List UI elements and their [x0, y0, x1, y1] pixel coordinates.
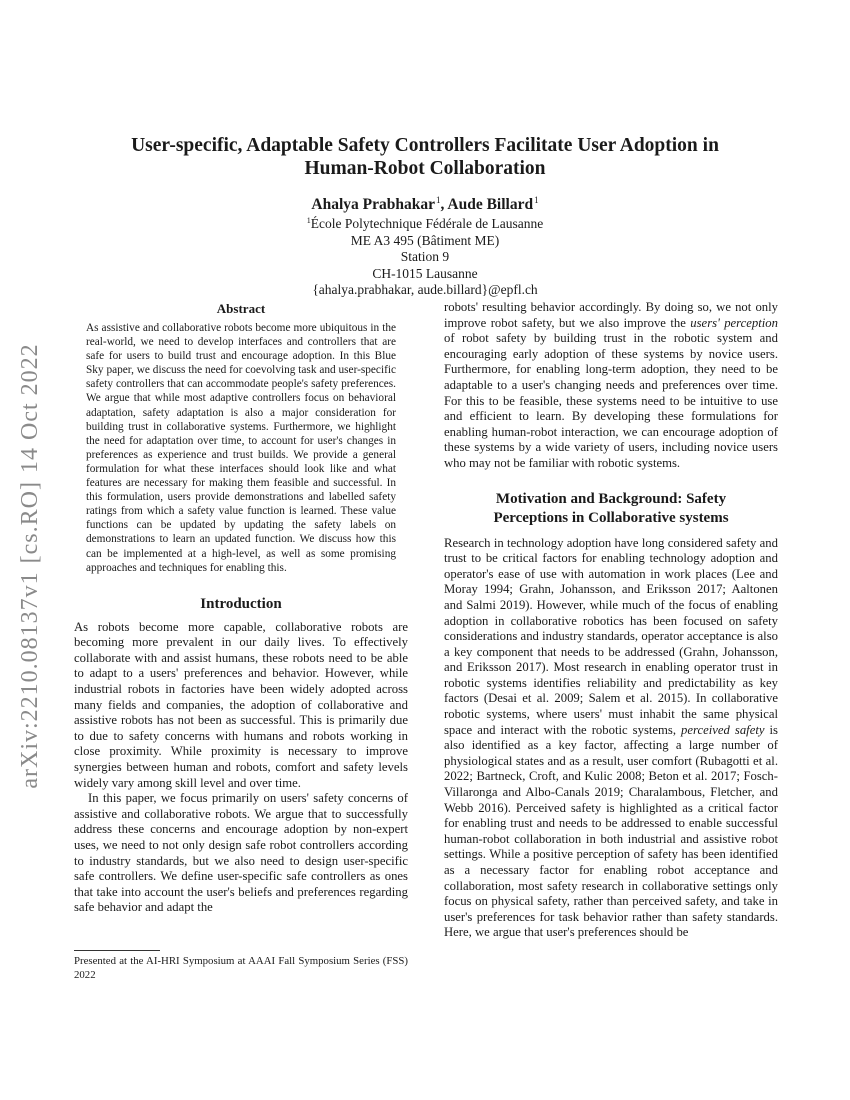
footnote: Presented at the AI-HRI Symposium at AAAI Fall Symposium Series (FSS) 2022: [74, 955, 408, 981]
affiliation-block: [100, 213, 750, 299]
affiliation-email: {ahalya.prabhakar, aude.billard}@epfl.ch: [312, 282, 538, 297]
affiliation-mark: 1: [306, 216, 311, 225]
author-name: Ahalya Prabhakar: [311, 196, 435, 213]
author-affiliation-mark: 1: [435, 195, 441, 205]
paper-title: User-specific, Adaptable Safety Controllers Facilitate User Adoption in Human-Robot Collaboration: [131, 135, 719, 179]
arxiv-id: arXiv:2210.08137v1: [16, 571, 43, 789]
author-list: [100, 190, 750, 215]
motivation-heading-line: Perceptions in Collaborative systems: [493, 509, 729, 526]
right-column: [444, 300, 778, 941]
introduction-heading: Introduction: [200, 595, 282, 612]
affiliation-line: CH-1015 Lausanne: [372, 265, 478, 281]
emphasis-text: perceived safety: [681, 722, 765, 737]
abstract-heading: Abstract: [216, 301, 266, 316]
arxiv-date: 14 Oct 2022: [16, 343, 43, 474]
author-affiliation-mark: 1: [534, 195, 539, 205]
motivation-paragraph: [444, 536, 778, 941]
affiliation-institution: École Polytechnique Fédérale de Lausanne: [310, 216, 544, 231]
affiliation-line: Station 9: [400, 249, 450, 264]
affiliation-line: ME A3 495 (Bâtiment ME): [350, 232, 500, 248]
arxiv-category: [cs.RO]: [16, 481, 43, 564]
introduction-paragraph: As robots become more capable, collaborative robots are becoming more prevalent in our daily lives. To effectively collaborate with and assist humans, these robots need to be able to adapt to a users' preferences and behavior. However, while industrial robots in factories have been widely adopted across many fields and companies, the adoption of collaborative and assistive robots has not been as successful. This is primarily due to due to safety concerns with humans and robots working in close proximity. While proximity is necessary to improve synergies between human and robots, comfort and safety levels widely vary among skill level and over time.: [74, 619, 408, 790]
author-name: Aude Billard: [447, 196, 534, 213]
author-separator: ,: [440, 196, 448, 213]
footnote-divider: [74, 950, 160, 951]
abstract-text: As assistive and collaborative robots become more ubiquitous in the real-world, we need to develop interfaces and controllers that are safe for users to build trust and encourage adoption. In this Blue Sky paper, we discuss the need for coevolving task and user-specific safety controllers that can accommodate people's safety preferences. We argue that while most adaptive controllers focus on behavioral adaptation, safety adaptation is also a major consideration for building trust in collaborative systems. Furthermore, we highlight the need for adaptation over time, to account for user's changes in preferences as experience and trust builds. We provide a general formulation for what these interfaces should look like and what features are necessary for making them feasible and successful. In this formulation, users provide demonstrations and labelled safety ratings from which a safety value function is learned. These value functions can be updated by updating the safety labels on demonstrations to learn an updated function. We discuss how this can be implemented at a high-level, as well as some promising approaches and techniques for enabling this.: [86, 322, 396, 574]
left-column: [74, 300, 408, 916]
text-run: is also identified as a key factor, affecting a large number of physiological states and as a result, user comfort (Rubagotti et al. 2022; Bartneck, Croft, and Kulic 2008; Beton et al. 2017; Fosch-Villaronga and Albo-Canals 2019; Charalambous, Fletcher, and Webb 2016). Perceived safety is highlighted as a critical factor for enabling trust and needs to be addressed to enable successful human-robot collaboration in both industrial and assistive robot settings. While a positive perception of safety has been identified as a necessary factor for enabling robot acceptance and collaboration, most safety research in collaborative settings only focus on physical safety, rather than perceived safety, and take in user's preferences for task behavior rather than safety standards. Here, we argue that user's preferences should be: [444, 722, 778, 940]
text-run: Research in technology adoption have long considered safety and trust to be critical factors for enabling technology adoption and operator's ease of use with automation in work places (Lee and Moray 1994; Grahn, Johansson, and Eriksson 2017; Aaltonen and Salmi 2019). However, while much of the focus of enabling adoption in collaborative robotics has been focused on safety considerations and industry standards, operator acceptance is also a key component that needs to be addressed (Grahn, Johansson, and Eriksson 2017). Most research in enabling operator trust in robotic systems identifies reliability and predictability as key factors (Desai et al. 2009; Salem et al. 2015). In collaborative robotic systems, where users' must inhabit the same physical space and interact with the robotic systems,: [444, 535, 778, 737]
text-run: robots' resulting behavior accordingly. By doing so, we not only improve robot safety, but we also improve the: [444, 300, 778, 330]
continued-paragraph: [444, 300, 778, 472]
arxiv-identifier: [10, 296, 50, 836]
text-run: of robot safety by building trust in the robotic system and encouraging early adoption of these systems by novice users. Furthermore, for enabling long-term adoption, they need to be adaptable to a user's changing needs and preferences over time. For this to be feasible, these systems need to be intuitive to use and efficient to learn. By developing these formulations for enabling human-robot interaction, we can encourage adoption of these systems by a wide variety of users, including novice users who may not be familiar with robotic systems.: [444, 331, 778, 470]
emphasis-text: users' perception: [690, 315, 778, 330]
motivation-heading-line: Motivation and Background: Safety: [495, 490, 727, 507]
introduction-paragraph: In this paper, we focus primarily on users' safety concerns of assistive and collaborative robots. We argue that to successfully address these concerns and encourage adoption by non-expert uses, we need to not only design safe robot controllers according to industry standards, but we also need to design user-specific safe controllers. We define user-specific safe controllers as ones that take into account the user's beliefs and preferences regarding safe behavior and adapt the: [74, 791, 408, 915]
motivation-heading: [444, 490, 778, 528]
affiliation-line: [100, 213, 750, 233]
